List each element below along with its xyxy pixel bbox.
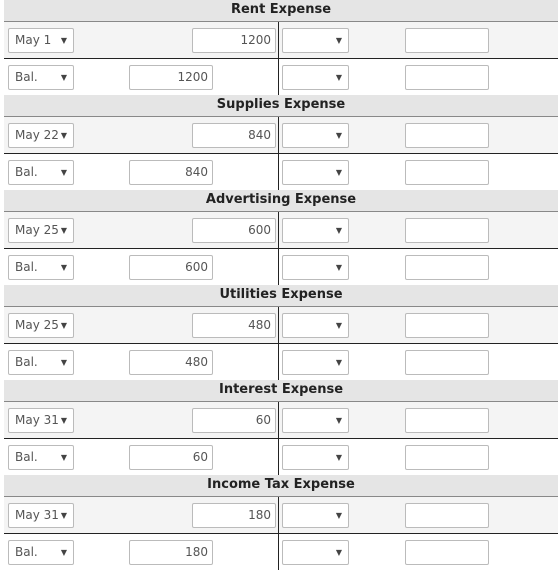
chevron-down-icon: ▼ — [60, 226, 67, 235]
t-divider — [278, 154, 279, 190]
credit-amount-input[interactable] — [405, 313, 489, 338]
t-divider — [278, 497, 279, 533]
balance-row — [4, 344, 558, 380]
t-divider — [278, 117, 279, 153]
account-title: Interest Expense — [4, 380, 558, 402]
chevron-down-icon: ▼ — [60, 548, 67, 557]
credit-amount-input[interactable] — [405, 28, 489, 53]
entry-row — [4, 117, 558, 154]
chevron-down-icon: ▼ — [60, 416, 67, 425]
balance-label-select[interactable]: Bal. ▼ — [8, 255, 74, 280]
debit-amount-input[interactable]: 480 — [192, 313, 276, 338]
chevron-down-icon: ▼ — [335, 416, 342, 425]
t-account-rent-expense — [4, 0, 558, 95]
account-title: Supplies Expense — [4, 95, 558, 117]
balance-amount-input[interactable]: 480 — [129, 350, 213, 375]
chevron-down-icon: ▼ — [335, 226, 342, 235]
date-select[interactable]: May 22 ▼ — [8, 123, 74, 148]
date-select[interactable]: May 31 ▼ — [8, 408, 74, 433]
balance-amount-input[interactable]: 1200 — [129, 65, 213, 90]
balance-row — [4, 59, 558, 95]
t-divider — [278, 22, 279, 58]
date-select[interactable]: May 1 ▼ — [8, 28, 74, 53]
account-title: Rent Expense — [4, 0, 558, 22]
credit-amount-input[interactable] — [405, 123, 489, 148]
t-divider — [278, 212, 279, 248]
chevron-down-icon: ▼ — [60, 511, 67, 520]
credit-date-select[interactable] — [282, 65, 349, 90]
entry-row — [4, 497, 558, 534]
credit-amount-input[interactable] — [405, 255, 489, 280]
credit-amount-input[interactable] — [405, 160, 489, 185]
credit-date-select[interactable] — [282, 218, 349, 243]
balance-row — [4, 534, 558, 570]
t-divider — [278, 534, 279, 570]
chevron-down-icon: ▼ — [335, 168, 342, 177]
debit-amount-input[interactable]: 60 — [192, 408, 276, 433]
balance-amount-input[interactable]: 180 — [129, 540, 213, 565]
entry-row — [4, 307, 558, 344]
chevron-down-icon: ▼ — [60, 321, 67, 330]
date-select[interactable]: May 25 ▼ — [8, 313, 74, 338]
t-divider — [278, 249, 279, 285]
chevron-down-icon: ▼ — [60, 168, 67, 177]
chevron-down-icon: ▼ — [60, 453, 67, 462]
credit-date-select[interactable] — [282, 540, 349, 565]
balance-amount-input[interactable]: 600 — [129, 255, 213, 280]
entry-row — [4, 212, 558, 249]
chevron-down-icon: ▼ — [60, 73, 67, 82]
credit-date-select[interactable] — [282, 123, 349, 148]
debit-amount-input[interactable]: 1200 — [192, 28, 276, 53]
chevron-down-icon: ▼ — [335, 73, 342, 82]
entry-row — [4, 402, 558, 439]
credit-date-select[interactable] — [282, 28, 349, 53]
t-account-interest-expense — [4, 380, 558, 475]
credit-date-select[interactable] — [282, 350, 349, 375]
chevron-down-icon: ▼ — [60, 358, 67, 367]
balance-amount-input[interactable]: 840 — [129, 160, 213, 185]
date-select[interactable]: May 31 ▼ — [8, 503, 74, 528]
credit-date-select[interactable] — [282, 313, 349, 338]
t-divider — [278, 307, 279, 343]
balance-label-select[interactable]: Bal. ▼ — [8, 445, 74, 470]
t-divider — [278, 59, 279, 95]
debit-amount-input[interactable]: 180 — [192, 503, 276, 528]
credit-amount-input[interactable] — [405, 445, 489, 470]
chevron-down-icon: ▼ — [335, 321, 342, 330]
credit-date-select[interactable] — [282, 255, 349, 280]
t-divider — [278, 439, 279, 475]
t-account-supplies-expense — [4, 95, 558, 190]
balance-label-select[interactable]: Bal. ▼ — [8, 350, 74, 375]
credit-amount-input[interactable] — [405, 218, 489, 243]
t-account-utilities-expense — [4, 285, 558, 380]
chevron-down-icon: ▼ — [335, 263, 342, 272]
credit-amount-input[interactable] — [405, 408, 489, 433]
chevron-down-icon: ▼ — [335, 131, 342, 140]
t-divider — [278, 402, 279, 438]
debit-amount-input[interactable]: 600 — [192, 218, 276, 243]
balance-row — [4, 154, 558, 190]
account-title: Advertising Expense — [4, 190, 558, 212]
chevron-down-icon: ▼ — [335, 548, 342, 557]
chevron-down-icon: ▼ — [60, 36, 67, 45]
chevron-down-icon: ▼ — [335, 453, 342, 462]
chevron-down-icon: ▼ — [335, 358, 342, 367]
t-account-income-tax-expense — [4, 475, 558, 570]
credit-amount-input[interactable] — [405, 540, 489, 565]
credit-date-select[interactable] — [282, 408, 349, 433]
account-title: Utilities Expense — [4, 285, 558, 307]
credit-date-select[interactable] — [282, 160, 349, 185]
account-title: Income Tax Expense — [4, 475, 558, 497]
balance-label-select[interactable]: Bal. ▼ — [8, 160, 74, 185]
credit-date-select[interactable] — [282, 445, 349, 470]
balance-label-select[interactable]: Bal. ▼ — [8, 540, 74, 565]
balance-row — [4, 249, 558, 285]
t-account-advertising-expense — [4, 190, 558, 285]
balance-label-select[interactable]: Bal. ▼ — [8, 65, 74, 90]
credit-amount-input[interactable] — [405, 350, 489, 375]
t-divider — [278, 344, 279, 380]
chevron-down-icon: ▼ — [60, 131, 67, 140]
chevron-down-icon: ▼ — [335, 36, 342, 45]
debit-amount-input[interactable]: 840 — [192, 123, 276, 148]
chevron-down-icon: ▼ — [335, 511, 342, 520]
entry-row — [4, 22, 558, 59]
balance-row — [4, 439, 558, 475]
date-select[interactable]: May 25 ▼ — [8, 218, 74, 243]
balance-amount-input[interactable]: 60 — [129, 445, 213, 470]
credit-date-select[interactable] — [282, 503, 349, 528]
chevron-down-icon: ▼ — [60, 263, 67, 272]
credit-amount-input[interactable] — [405, 503, 489, 528]
credit-amount-input[interactable] — [405, 65, 489, 90]
